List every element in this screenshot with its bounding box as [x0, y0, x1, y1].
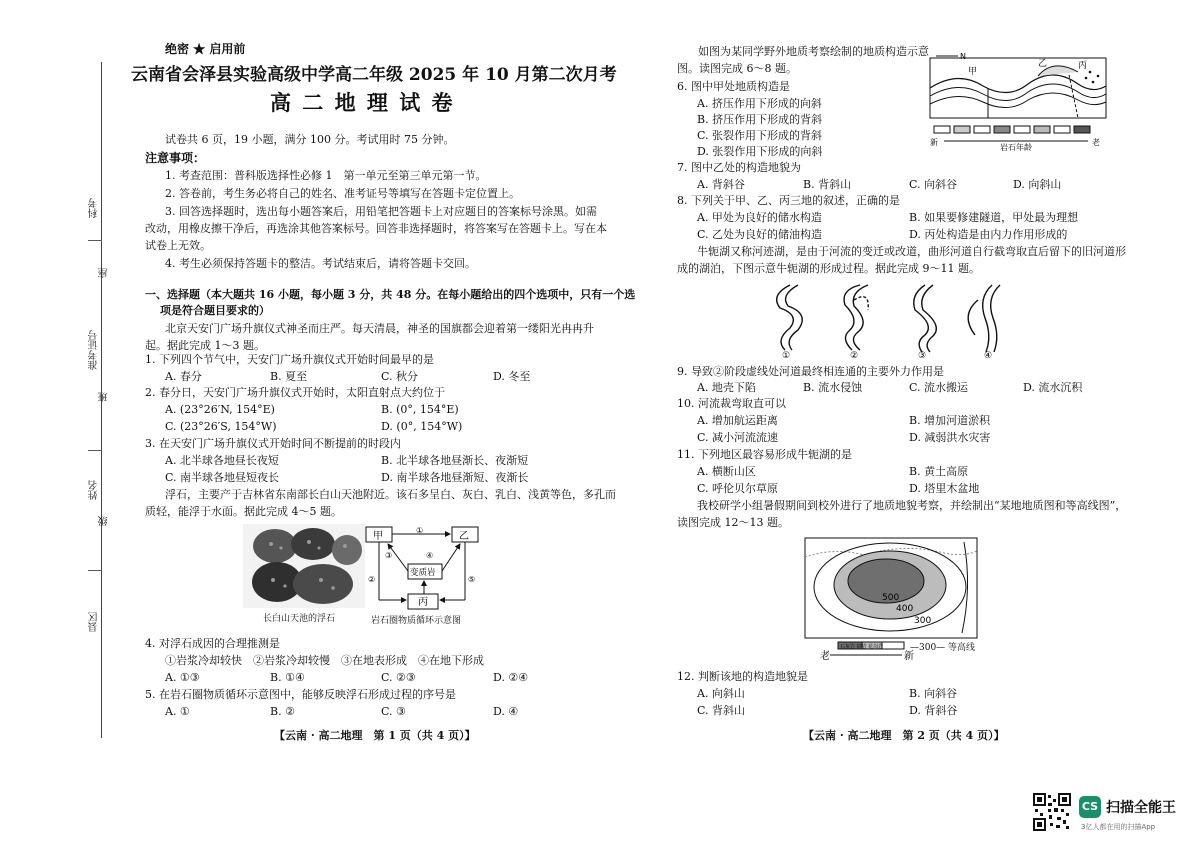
option-a: A. 地壳下陷: [697, 381, 756, 394]
contour-label-400: 400: [896, 604, 914, 614]
question-stem: 10. 河流裁弯取直可以: [677, 397, 786, 410]
notice-item: 改动，用橡皮擦干净后，再选涂其他答案标号。回答非选择题时，将答案写在答题卡上。写在本: [145, 222, 607, 235]
passage-text: 图。读图完成 6～8 题。: [677, 62, 797, 75]
question-stem: 1. 下列四个节气中，天安门广场升旗仪式开始时间最早的是: [145, 353, 434, 366]
option-d: D. 向斜山: [1013, 178, 1062, 191]
option-c: C. 流水搬运: [909, 381, 969, 394]
cycle-arrow-label: ①: [416, 526, 424, 535]
page-footer: 【云南 · 高二地理 第 2 页（共 4 页）】: [803, 729, 1005, 742]
question-stem: 2. 春分日，天安门广场升旗仪式开始时，太阳直射点大约位于: [145, 386, 445, 399]
passage-text: 读图完成 12～13 题。: [677, 516, 789, 529]
stage-label: ①: [782, 351, 791, 360]
geo-label-new: 新: [930, 138, 938, 147]
rock-cycle-diagram: [360, 524, 490, 614]
cycle-arrow-label: ③: [385, 551, 393, 560]
option-a: A. 向斜山: [697, 687, 745, 700]
option-a: A. (23°26′N, 154°E): [165, 403, 275, 416]
option-d: D. 减弱洪水灾害: [909, 431, 991, 444]
scanner-app-name: 扫描全能王: [1106, 800, 1176, 816]
exam-summary: 试卷共 6 页，19 小题，满分 100 分。考试用时 75 分钟。: [165, 133, 455, 146]
option-c: C. 呼伦贝尔草原: [697, 482, 779, 495]
contour-label-300: 300: [914, 616, 932, 626]
passage-text: 我校研学小组暑假期间到校外进行了地质地貌考察，并绘制出“某地地质图和等高线图”，: [697, 499, 1127, 512]
option-a: A. 北半球各地昼长夜短: [165, 454, 279, 467]
notice-title: 注意事项：: [145, 151, 206, 165]
option-c: C. 南半球各地昼短夜长: [165, 471, 280, 484]
question-stem: 8. 下列关于甲、乙、丙三地的叙述，正确的是: [677, 194, 900, 207]
option-c: C. 秋分: [381, 370, 419, 383]
section-heading: 一、选择题（本大题共 16 小题，每小题 3 分，共 48 分。在每小题给出的四个选项中，只有一个选: [145, 288, 636, 301]
map-label-new: 新: [904, 651, 914, 662]
passage-text: 成的湖泊，下图示意牛轭湖的形成过程。据此完成 9～11 题。: [677, 262, 980, 275]
option-c: C. 减小河流流速: [697, 431, 779, 444]
option-c: C. 背斜山: [697, 704, 746, 717]
margin-label-county: 县区: [89, 612, 100, 632]
question-options-list: ①岩浆冷却较快 ②岩浆冷却较慢 ③在地表形成 ④在地下形成: [165, 654, 484, 667]
geo-label-yi: 乙: [1038, 59, 1048, 69]
qr-code-icon: [1033, 793, 1071, 831]
option-a: A. 春分: [165, 370, 202, 383]
option-c: C. ③: [381, 705, 406, 718]
secret-label: 绝密 ★ 启用前: [165, 42, 246, 56]
question-stem: 3. 在天安门广场升旗仪式开始时间不断提前的时段内: [145, 437, 401, 450]
cycle-caption: 岩石圈物质循环示意图: [371, 616, 462, 626]
option-d: D. 丙处构造是由内力作用形成的: [909, 228, 1068, 241]
option-c: C. 向斜谷: [909, 178, 958, 191]
geo-label-bing: 丙: [1078, 61, 1088, 71]
option-a: A. ①③: [165, 671, 200, 684]
option-a: A. 甲处为良好的储水构造: [697, 211, 822, 224]
cycle-arrow-label: ⑤: [468, 575, 476, 584]
notice-item: 2. 答卷前，考生务必将自己的姓名、准考证号等填写在答题卡定位置上。: [165, 187, 520, 200]
notice-item: 试卷上无效。: [145, 239, 211, 252]
passage-text: 起。据此完成 1～3 题。: [145, 339, 265, 352]
page-footer: 【云南 · 高二地理 第 1 页（共 4 页）】: [274, 729, 476, 742]
geo-label-old: 老: [1092, 138, 1100, 147]
passage-text: 北京天安门广场升旗仪式神圣而庄严。每天清晨，神圣的国旗都会迎着第一缕阳光冉冉升: [165, 322, 594, 335]
school-title: 云南省会泽县实验高级中学高二年级 2025 年 10 月第二次月考: [131, 65, 617, 85]
option-b: B. 黄土高原: [909, 465, 969, 478]
passage-text: 牛轭湖又称河迹湖，是由于河流的变迁或改道，曲形河道自行截弯取直后留下的旧河道形: [697, 245, 1126, 258]
question-stem: 12. 判断该地的构造地貌是: [677, 670, 808, 683]
option-a: A. 挤压作用下形成的向斜: [697, 97, 822, 110]
option-d: D. 流水沉积: [1023, 381, 1083, 394]
passage-text: 质轻，能浮于水面。据此完成 4～5 题。: [145, 505, 342, 518]
scanner-app-slogan: 3亿人都在用的扫描App: [1081, 823, 1156, 831]
cycle-node-yi: 乙: [459, 531, 469, 542]
option-b: B. 北半球各地昼渐长、夜渐短: [381, 454, 529, 467]
question-stem: 9. 导致②阶段虚线处河道最终相连通的主要外力作用是: [677, 365, 944, 378]
option-b: B. 向斜谷: [909, 687, 958, 700]
option-b: B. 如果要修建隧道，甲处最为理想: [909, 211, 1079, 224]
option-b: B. 增加河道淤积: [909, 414, 991, 427]
question-stem: 7. 图中乙处的构造地貌为: [677, 161, 801, 174]
paper-title: 高 二 地 理 试 卷: [270, 90, 455, 115]
notice-item: 4. 考生必须保持答题卡的整洁。考试结束后，请将答题卡交回。: [165, 257, 476, 270]
option-c: C. (23°26′S, 154°W): [165, 420, 277, 433]
margin-label-name: 姓名: [89, 480, 100, 500]
margin-blank: [88, 450, 102, 451]
stage-label: ③: [918, 351, 927, 360]
option-d: D. 张裂作用下形成的向斜: [697, 145, 823, 158]
notice-item: 1. 考查范围：普科版选择性必修 1 第一单元至第三单元第一节。: [165, 169, 487, 182]
margin-blank: [88, 570, 102, 571]
option-d: D. 背斜谷: [909, 704, 958, 717]
option-a: A. 增加航运距离: [697, 414, 778, 427]
margin-blank: [88, 240, 102, 241]
option-c: C. 乙处为良好的储油构造: [697, 228, 823, 241]
option-d: D. 塔里木盆地: [909, 482, 980, 495]
option-a: A. ①: [165, 705, 190, 718]
cycle-node-metamorphic: 变质岩: [410, 568, 436, 578]
margin-label-exam-number: 准考证号: [89, 330, 100, 370]
margin-label-grade: 级: [99, 516, 110, 526]
option-a: A. 背斜谷: [697, 178, 745, 191]
option-b: B. 流水侵蚀: [803, 381, 863, 394]
question-stem: 6. 图中甲处地质构造是: [677, 80, 790, 93]
passage-text: 浮石，主要产于吉林省东南部长白山天池附近。该石多呈白、灰白、乳白、浅黄等色，多孔而: [165, 488, 616, 501]
option-d: D. 冬至: [493, 370, 531, 383]
cycle-arrow-label: ②: [368, 575, 376, 584]
option-b: B. ①④: [270, 671, 305, 684]
section-heading: 项是符合题目要求的）: [160, 304, 270, 317]
photo-caption: 长白山天池的浮石: [263, 614, 336, 624]
question-stem: 4. 对浮石成因的合理推测是: [145, 637, 280, 650]
geologic-structure-diagram: [928, 48, 1110, 152]
camscanner-logo-icon: CS: [1079, 796, 1101, 818]
option-a: A. 横断山区: [697, 465, 756, 478]
oxbow-lake-stages: [760, 280, 1020, 360]
option-b: B. 挤压作用下形成的背斜: [697, 113, 823, 126]
option-c: C. ②③: [381, 671, 416, 684]
question-stem: 11. 下列地区最容易形成牛轭湖的是: [677, 448, 852, 461]
question-stem: 5. 在岩石圈物质循环示意图中，能够反映浮石形成过程的序号是: [145, 688, 456, 701]
option-c: C. 张裂作用下形成的背斜: [697, 129, 823, 142]
option-b: B. 背斜山: [803, 178, 852, 191]
contour-label-500: 500: [882, 593, 900, 603]
geo-label-jia: 甲: [968, 67, 978, 77]
margin-label-class: 班: [99, 392, 110, 402]
notice-item: 3. 回答选择题时，选出每小题答案后，用铅笔把答题卡上对应题目的答案标号涂黑。如需: [165, 205, 597, 218]
option-d: D. 南半球各地昼渐短、夜渐长: [381, 471, 529, 484]
geo-label-rock-age: 岩石年龄: [1000, 143, 1032, 152]
north-label: N: [960, 52, 966, 61]
option-b: B. ②: [270, 705, 295, 718]
cycle-node-jia: 甲: [373, 531, 383, 542]
margin-label-seat: 座: [99, 268, 110, 278]
option-b: B. (0°, 154°E): [381, 403, 459, 416]
legend-contour-line: —300— 等高线: [910, 643, 976, 653]
option-d: D. ②④: [493, 671, 529, 684]
option-b: B. 夏至: [270, 370, 308, 383]
margin-label-kekao: 科考: [89, 198, 100, 218]
passage-text: 如图为某同学野外地质考察绘制的地质构造示意: [698, 45, 929, 58]
option-d: D. (0°, 154°W): [381, 420, 463, 433]
stage-label: ②: [850, 351, 859, 360]
pumice-photo: [243, 524, 365, 608]
map-label-old: 老: [820, 651, 830, 662]
cycle-arrow-label: ④: [426, 551, 434, 560]
legend-rock-types: 石灰岩 砂岩 花岗岩: [840, 644, 884, 650]
stage-label: ④: [984, 351, 993, 360]
option-d: D. ④: [493, 705, 519, 718]
cycle-node-bing: 丙: [418, 597, 428, 608]
